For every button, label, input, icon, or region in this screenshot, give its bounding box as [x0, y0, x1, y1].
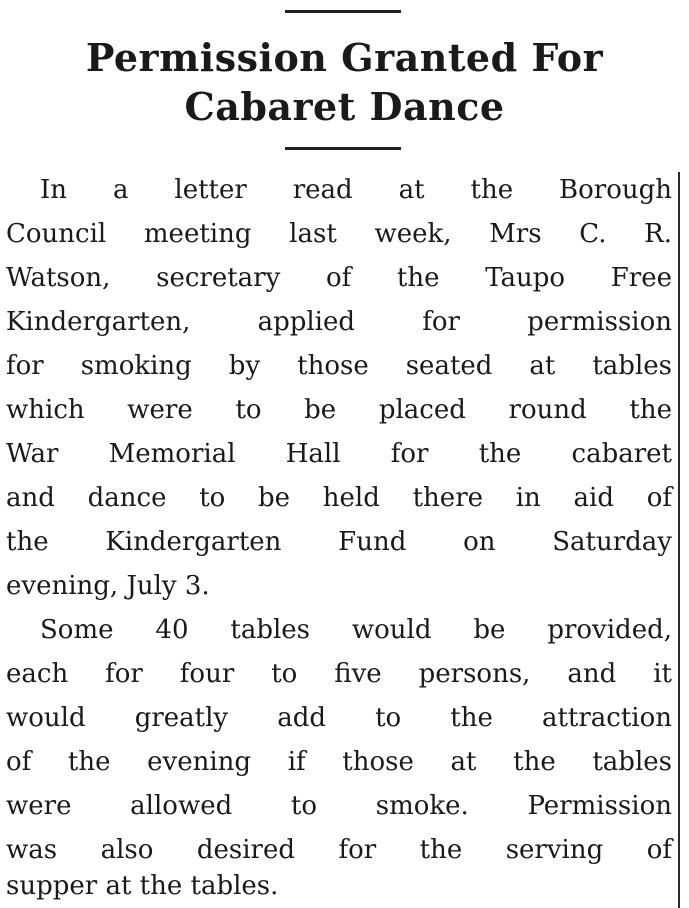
- body-line: Some 40 tables would be provided,: [40, 615, 672, 645]
- body-line: which were to be placed round the: [6, 395, 672, 425]
- body-line: Council meeting last week, Mrs C. R.: [6, 219, 672, 249]
- body-line: of the evening if those at the tables: [6, 747, 672, 777]
- headline-rule: [285, 147, 401, 150]
- body-line: War Memorial Hall for the cabaret: [6, 439, 672, 469]
- body-line: evening, July 3.: [6, 571, 210, 601]
- body-line: supper at the tables.: [6, 871, 279, 901]
- top-rule: [285, 10, 401, 13]
- body-line: were allowed to smoke. Permission: [6, 791, 672, 821]
- body-line: for smoking by those seated at tables: [6, 351, 672, 381]
- headline-line-1: Permission Granted For: [85, 35, 604, 80]
- column-divider: [678, 172, 680, 908]
- body-line: was also desired for the serving of: [6, 835, 672, 865]
- body-line: In a letter read at the Borough: [40, 175, 672, 205]
- body-line: Kindergarten, applied for permission: [6, 307, 672, 337]
- headline-line-2: Cabaret Dance: [184, 84, 505, 129]
- body-line: the Kindergarten Fund on Saturday: [6, 527, 672, 557]
- body-line: and dance to be held there in aid of: [6, 483, 672, 513]
- body-line: would greatly add to the attraction: [6, 703, 672, 733]
- body-line: Watson, secretary of the Taupo Free: [6, 263, 672, 293]
- body-line: each for four to five persons, and it: [6, 659, 672, 689]
